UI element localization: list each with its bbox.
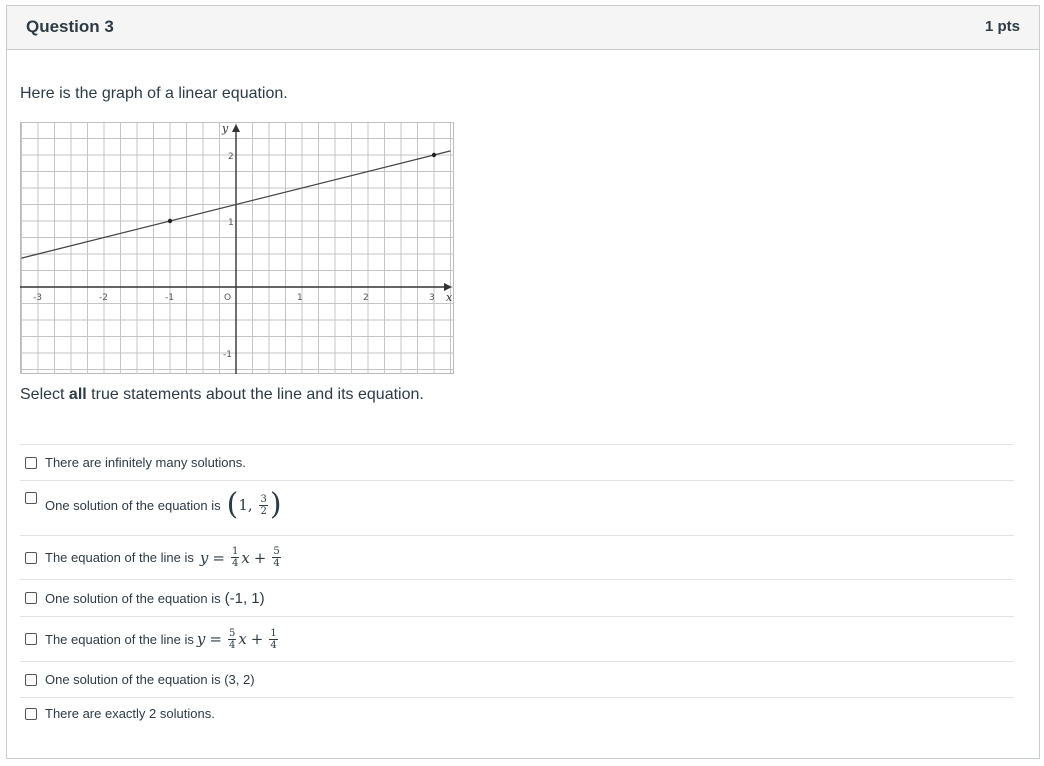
answer-text-6: One solution of the equation is (3, 2) [45, 672, 255, 687]
slope-denominator: 4 [228, 639, 236, 651]
answer-list [20, 444, 1014, 729]
answer-option-4[interactable] [20, 579, 1014, 616]
answer-option-6[interactable] [20, 661, 1014, 697]
answer-math-5 [197, 628, 280, 651]
y-tick-label: 2 [228, 152, 234, 162]
x-tick-label: 3 [429, 293, 435, 303]
answer-option-5[interactable] [20, 616, 1014, 661]
slope-numerator: 5 [228, 627, 236, 639]
right-paren: ) [269, 487, 282, 522]
intercept-fraction [269, 628, 277, 651]
answer-math-2 [226, 487, 282, 522]
prompt-text-end: true statements about the line and its equation. [86, 386, 424, 403]
graph-point [168, 219, 172, 223]
var-y: y [196, 630, 206, 648]
answer-checkbox-5[interactable] [25, 633, 37, 645]
answer-checkbox-3[interactable] [25, 552, 37, 564]
point-x-value: 1 [238, 496, 248, 514]
answer-point-4: (-1, 1) [224, 589, 265, 607]
answer-option-7[interactable] [20, 697, 1014, 729]
fraction [259, 494, 267, 517]
y-tick-label: -1 [223, 350, 232, 360]
answer-option-2[interactable] [20, 480, 1014, 535]
answer-math-3 [200, 546, 283, 569]
x-tick-label: 2 [363, 293, 369, 303]
intercept-denominator: 4 [270, 639, 277, 651]
intercept-denominator: 4 [273, 558, 280, 569]
left-paren: ( [226, 487, 239, 522]
answer-option-1[interactable] [20, 444, 1014, 480]
answer-option-3[interactable] [20, 535, 1014, 579]
x-tick-label: -2 [99, 293, 108, 303]
answer-checkbox-1[interactable] [25, 457, 37, 469]
linear-equation-graph [20, 122, 454, 374]
y-tick-label: 1 [228, 218, 234, 228]
equals-sign: = [212, 548, 225, 567]
answer-text-5: The equation of the line is [45, 631, 194, 647]
plus-sign: + [253, 548, 267, 567]
answer-text-3: The equation of the line is [45, 550, 194, 565]
question-points: 1 pts [984, 18, 1020, 35]
question-header [7, 6, 1039, 50]
intercept-fraction [272, 546, 280, 569]
origin-label: O [224, 293, 232, 303]
x-tick-label: 1 [297, 293, 303, 303]
graph-frame [21, 123, 454, 374]
fraction-numerator: 3 [260, 493, 267, 505]
slope-denominator: 4 [231, 558, 239, 569]
slope-numerator: 1 [231, 546, 239, 557]
var-y: y [199, 548, 209, 567]
answer-checkbox-4[interactable] [25, 592, 37, 604]
answer-text-7: There are exactly 2 solutions. [45, 706, 215, 721]
answer-text-4: One solution of the equation is [45, 590, 221, 606]
answer-checkbox-7[interactable] [25, 708, 37, 720]
question-prompt [20, 386, 424, 404]
x-tick-label: -1 [165, 293, 174, 303]
var-x: x [238, 630, 247, 648]
intercept-numerator: 1 [270, 627, 277, 639]
slope-fraction [231, 546, 239, 569]
intercept-numerator: 5 [273, 546, 280, 557]
question-intro: Here is the graph of a linear equation. [20, 85, 288, 102]
y-axis-label: y [222, 122, 229, 135]
var-x: x [241, 548, 250, 567]
comma: , [247, 496, 258, 514]
graph-point [432, 153, 436, 157]
prompt-emphasis: all [68, 386, 87, 403]
slope-fraction [228, 628, 236, 651]
equals-sign: = [209, 630, 222, 648]
answer-text-1: There are infinitely many solutions. [45, 455, 246, 470]
question-title: Question 3 [26, 17, 114, 36]
plus-sign: + [250, 630, 264, 648]
x-tick-label: -3 [33, 293, 42, 303]
x-axis-label: x [446, 291, 453, 304]
answer-text-2: One solution of the equation is [45, 498, 221, 513]
answer-checkbox-6[interactable] [25, 674, 37, 686]
prompt-text-start: Select [20, 386, 69, 403]
fraction-denominator: 2 [260, 505, 267, 517]
answer-checkbox-2[interactable] [25, 492, 37, 504]
